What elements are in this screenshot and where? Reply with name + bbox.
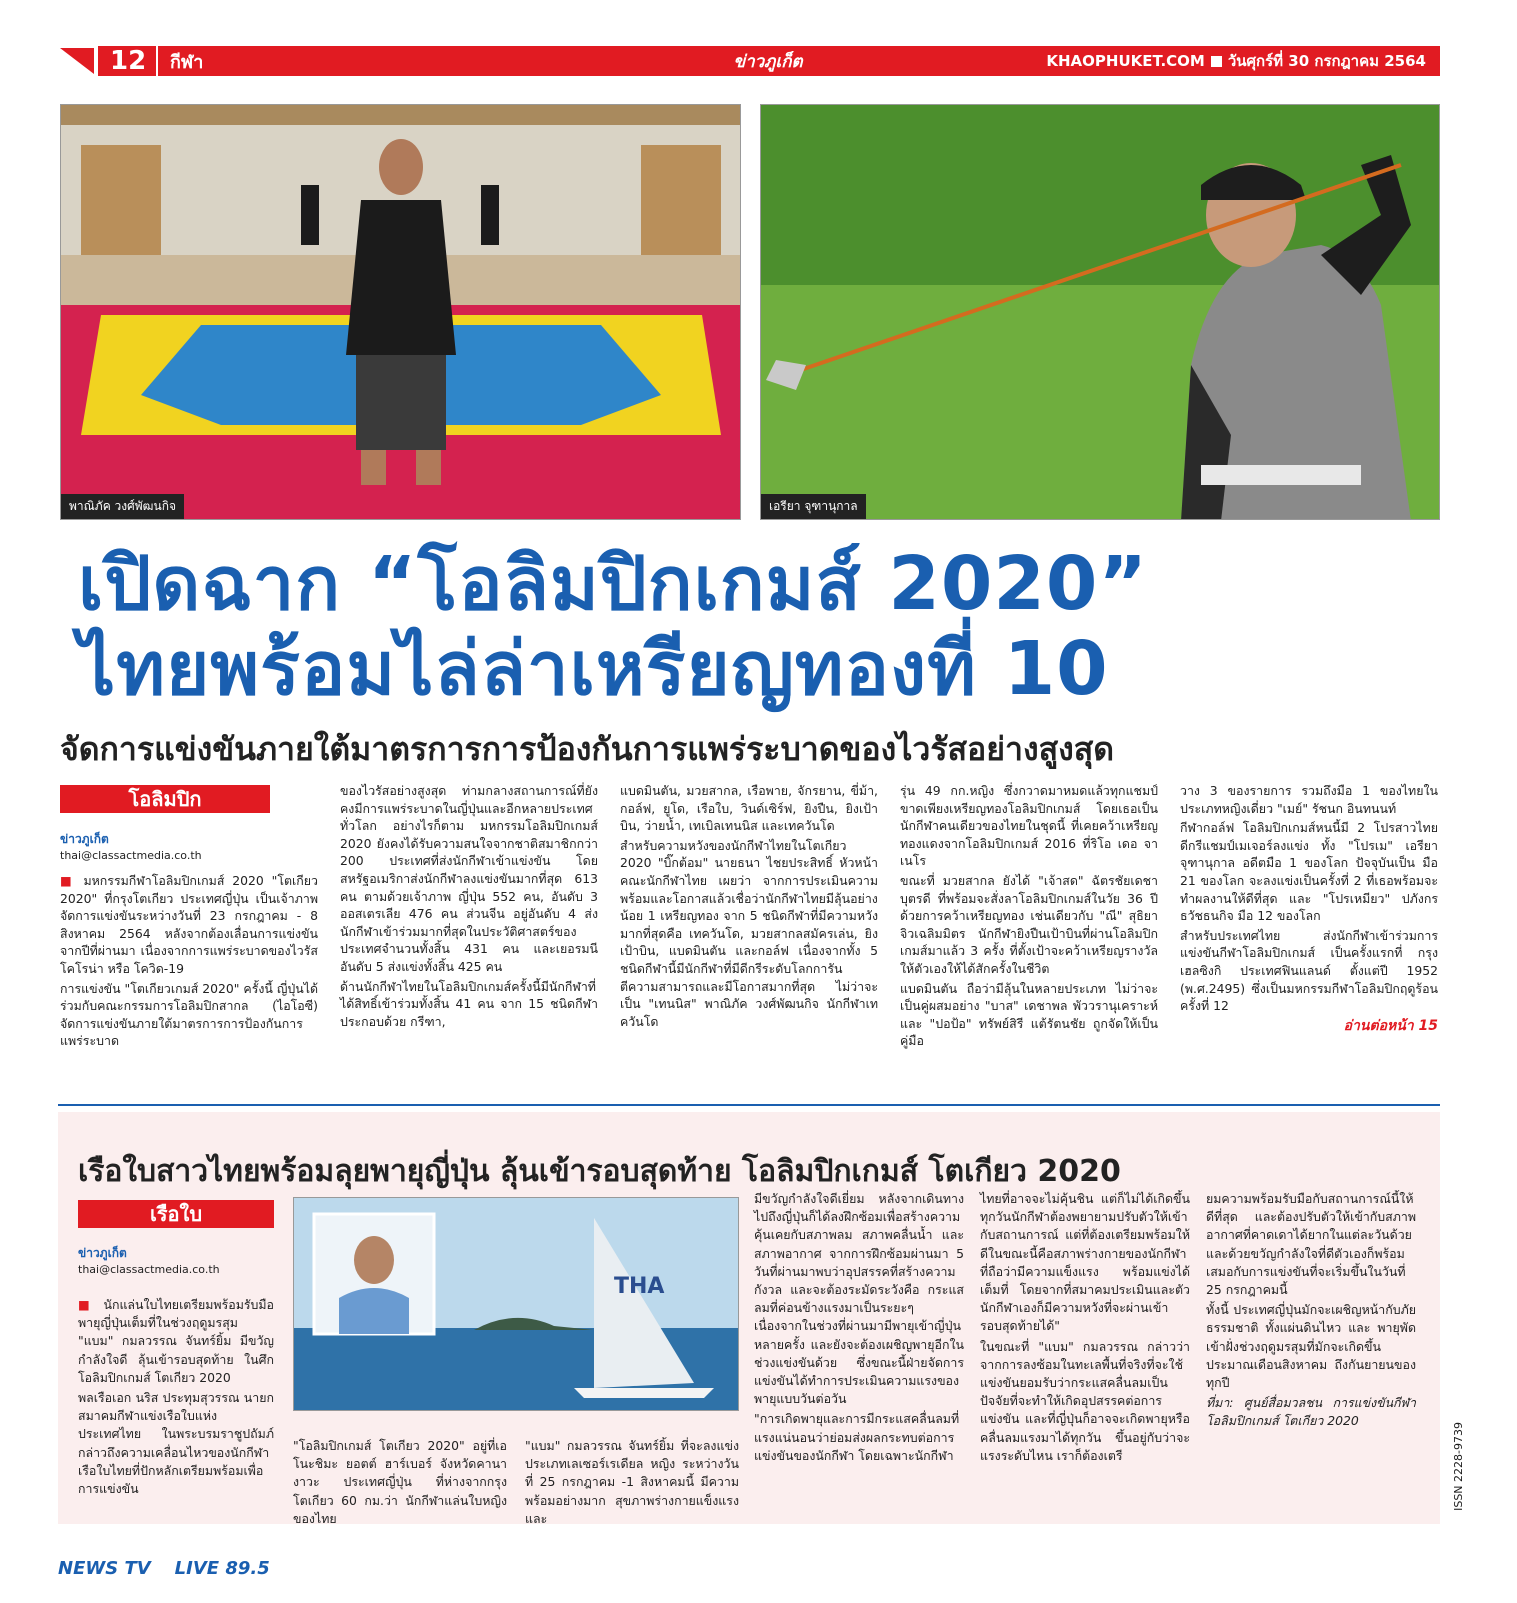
- paragraph: วาง 3 ของรายการ รวมถึงมือ 1 ของไทยในประเภทหญิงเดี่ยว "เมย์" รัชนก อินทนนท์: [1180, 783, 1438, 816]
- taekwondo-photo-image: [61, 105, 741, 520]
- paragraph: พลเรือเอก นริส ประทุมสุวรรณ นายกสมาคมกีฬาแข่งเรือใบแห่งประเทศไทย ในพระบรมราชูปถัมภ์ กล่าวถึงความเคลื่อนไหวของนักกีฬาเรือใบไทยที่ปักหลักเตรียมพร้อมเพื่อการแข่งขัน: [78, 1390, 274, 1497]
- byline: [60, 830, 202, 862]
- paragraph: "การเกิดพายุและการมีกระแสคลื่นลมที่แรงแน่นอนว่าย่อมส่งผลกระทบต่อการแข่งขันของนักกีฬา โดยเฉพาะนักกีฬา: [754, 1411, 960, 1463]
- headline-line-2: ไทยพร้อมไล่ล่าเหรียญทองที่ 10: [78, 626, 1109, 712]
- sailing-headline: เรือใบสาวไทยพร้อมลุยพายุญี่ปุ่น ลุ้นเข้ารอบสุดท้าย โอลิมปิกเกมส์ โตเกียว 2020: [78, 1154, 1121, 1189]
- paragraph: ■ นักแล่นใบไทยเตรียมพร้อมรับมือพายุญี่ปุ่นเต็มที่ในช่วงฤดูมรสุม "แบม" กมลวรรณ จันทร์ยิ้ม มีขวัญกำลังใจดี ลุ้นเข้ารอบสุดท้าย ในศึกโอลิมปิกเกมส์ โตเกียว 2020: [78, 1296, 274, 1387]
- photo-caption-right: เอรียา จุฑานุกาล: [761, 494, 866, 519]
- main-column-4: [900, 782, 1158, 1052]
- paragraph: ทั้งนี้ ประเทศญี่ปุ่นมักจะเผชิญหน้ากับภัยธรรมชาติ ทั้งแผ่นดินไหว และ พายุพัดเข้าฝั่งช่วงฤดูมรสุมที่มักจะเกิดขึ้นประมาณเดือนสิงหาคม ถึงกันยายนของทุกปี: [1206, 1302, 1416, 1391]
- main-column-5: [1180, 782, 1438, 1037]
- page-header: [58, 46, 1440, 76]
- main-column-3: [620, 782, 878, 1032]
- paragraph: สำหรับประเทศไทย ส่งนักกีฬาเข้าร่วมการแข่งขันกีฬาโอลิมปิกเกมส์ เป็นครั้งแรกที่ กรุงเฮลซิงกิ ประเทศฟินแลนด์ ตั้งแต่ปี 1952 (พ.ศ.2495) ซึ่งเป็นมหกรรมกีฬาโอลิมปิกฤดูร้อน ครั้งที่ 12: [1180, 927, 1438, 1014]
- paragraph: ในขณะที่ "แบม" กมลวรรณ กล่าวว่า จากการลงซ้อมในทะเลพื้นที่จริงที่จะใช้แข่งขันยอมรับว่ากระแสคลื่นลมเป็นปัจจัยที่จะทำให้เกิดอุปสรรคต่อการแข่งขัน และที่ญี่ปุ่นก็อาจจะเกิดพายุหรือคลื่นลมแรงมาได้ทุกวัน ขึ้นอยู่กับว่าจะแรงระดับไหน เราก็ต้องเตรี: [980, 1338, 1190, 1463]
- sailing-column-2: [293, 1437, 507, 1530]
- site-and-date: [1046, 49, 1440, 73]
- sailing-column-4: [754, 1190, 964, 1467]
- byline-email[interactable]: thai@classactmedia.co.th: [78, 1263, 220, 1276]
- issue-date: วันศุกร์ที่ 30 กรกฎาคม 2564: [1227, 52, 1426, 70]
- section-tag-olympics: โอลิมปิก: [60, 785, 270, 813]
- sailing-column-3: [525, 1437, 739, 1530]
- paragraph: ■ มหกรรมกีฬาโอลิมปิกเกมส์ 2020 "โตเกียว 2020" ที่กรุงโตเกียว ประเทศญี่ปุ่น เป็นเจ้าภาพจัดการแข่งขันระหว่างวันที่ 23 กรกฎาคม - 8 สิงหาคม 2564 หลังจากต้องเลื่อนการแข่งขันจากปีที่ผ่านมา เนื่องจากการแพร่ระบาดของไวรัสโคโรน่า หรือ โควิด-19: [60, 872, 318, 978]
- subheadline: จัดการแข่งขันภายใต้มาตรการการป้องกันการแพร่ระบาดของไวรัสอย่างสูงสุด: [60, 730, 1115, 768]
- paragraph: มีขวัญกำลังใจดีเยี่ยม หลังจากเดินทางไปถึงญี่ปุ่นก็ได้ลงฝึกซ้อมเพื่อสร้างความคุ้นเคยกับสภาพลม สภาพคลื่นน้ำ และสภาพอากาศ จากการฝึกซ้อมผ่านมา 5 วันที่ผ่านมาพบว่าอุปสรรคที่สร้างความกังวล และจะต้องระมัดระวังคือ กระแสลมที่ค่อนข้างแรงมาเป็นระยะๆ เนื่องจากในช่วงที่ผ่านมามีพายุเข้าญี่ปุ่นหลายครั้ง และยังจะต้องเผชิญพายุอีกในช่วงแข่งขันด้วย ซึ่งขณะนี้ฝ่ายจัดการแข่งขันได้ทำการประเมินความแรงของพายุแบบวันต่อวัน: [754, 1191, 964, 1407]
- photo-golf: [760, 104, 1440, 520]
- sailing-photo-image: [294, 1198, 739, 1411]
- paragraph: "แบม" กมลวรรณ จันทร์ยิ้ม ที่จะลงแข่งประเภทเลเซอร์เรเดียล หญิง ระหว่างวันที่ 25 กรกฎาคม -1 สิงหาคมนี้ มีความพร้อมอย่างมาก สุขภาพร่างกายแข็งแรงและ: [525, 1438, 739, 1526]
- paragraph: ของไวรัสอย่างสูงสุด ท่ามกลางสถานการณ์ที่ยังคงมีการแพร่ระบาดในญี่ปุ่นและอีกหลายประเทศทั่วโลก อย่างไรก็ตาม มหกรรมโอลิมปิกเกมส์ 2020 ยังคงได้รับความสนใจจากชาติสมาชิกกว่า 200 ประเทศที่ส่งนักกีฬาเข้าแข่งขัน โดยสหรัฐอเมริกาส่งนักกีฬาลงแข่งขันมากที่สุด 613 คน ตามด้วยเจ้าภาพ ญี่ปุ่น 552 คน, อันดับ 3 ออสเตรเลีย 476 คน ส่วนจีน อยู่อันดับ 4 ส่งนักกีฬาเข้าร่วมมากที่สุดในประวัติศาสตร์ของประเทศจำนวนทั้งสิ้น 431 คน และเยอรมนี อันดับ 5 ส่งแข่งทั้งสิ้น 425 คน: [340, 783, 598, 974]
- footer-logos: [58, 1558, 270, 1579]
- issn-number: ISSN 2228-9739: [1452, 1422, 1465, 1511]
- live-radio-logo[interactable]: LIVE 89.5: [174, 1558, 270, 1579]
- source-note: ที่มา: ศูนย์สื่อมวลชน การแข่งขันกีฬาโอลิมปิกเกมส์ โตเกียว 2020: [1206, 1395, 1416, 1429]
- paragraph: กีฬากอล์ฟ โอลิมปิกเกมส์หนนี้มี 2 โปรสาวไทยดีกรีแชมป์เมเจอร์ลงแข่ง ทั้ง "โปรเม" เอรียา จุฑานุกาล อดีตมือ 1 ของโลก ปัจจุบันเป็น มือ 21 ของโลก จะลงแข่งเป็นครั้งที่ 2 ที่เธอพร้อมจะทำผลงานให้ดีที่สุด และ "โปรเหมียว" ปภังกร ธวัชธนกิจ มือ 12 ของโลก: [1180, 820, 1438, 924]
- section-tag-sailing: เรือใบ: [78, 1200, 274, 1228]
- photo-sailing: [293, 1197, 739, 1411]
- square-bullet-icon: [1211, 56, 1222, 67]
- continued-link[interactable]: อ่านต่อหน้า 15: [1343, 1017, 1438, 1034]
- photo-caption-left: พาณิภัค วงศ์พัฒนกิจ: [61, 494, 184, 519]
- paragraph: "โอลิมปิกเกมส์ โตเกียว 2020" อยู่ที่เอโนะชิมะ ยอตต์ ฮาร์เบอร์ จังหวัดคานางาวะ ประเทศญี่ปุ่น ที่ห่างจากกรุงโตเกียว 60 กม.ว่า นักกีฬาแล่นใบหญิงของไทย: [293, 1438, 507, 1526]
- news-tv-logo[interactable]: NEWS TV: [58, 1558, 151, 1579]
- main-column-2: [340, 782, 598, 1032]
- section-name: กีฬา: [170, 51, 204, 73]
- paragraph: การแข่งขัน "โตเกียวเกมส์ 2020" ครั้งนี้ ญี่ปุ่นได้ร่วมกับคณะกรรมการโอลิมปิกสากล (ไอโอซี) จัดการแข่งขันภายใต้มาตรการการป้องกันการแพร่ระบาด: [60, 980, 319, 1049]
- byline-email[interactable]: thai@classactmedia.co.th: [60, 849, 202, 862]
- page-number: 12: [98, 46, 158, 76]
- byline-name: ข่าวภูเก็ต: [78, 1246, 127, 1260]
- sailing-byline: [78, 1244, 220, 1276]
- sailing-column-5: [980, 1190, 1190, 1467]
- headline-line-1: เปิดฉาก “โอลิมปิกเกมส์ 2020”: [78, 541, 1148, 627]
- paragraph: รุ่น 49 กก.หญิง ซึ่งกวาดมาหมดแล้วทุกแชมป์ ขาดเพียงเหรียญทองโอลิมปิกเกมส์ โดยเธอเป็นนักกีฬาคนเดียวของไทยในชุดนี้ ที่เคยคว้าเหรียญทองแดงจากโอลิมปิกเกมส์ 2016 ที่ริโอ เดอ จาเนโร: [900, 783, 1158, 869]
- site-url[interactable]: KHAOPHUKET.COM: [1046, 52, 1205, 70]
- sailing-column-6: [1206, 1190, 1416, 1433]
- sail-number: THA: [614, 1274, 665, 1299]
- photo-taekwondo: [60, 104, 741, 520]
- paragraph: ไทยที่อาจจะไม่คุ้นชิน แต่ก็ไม่ได้เกิดขึ้นทุกวันนักกีฬาต้องพยายามปรับตัวให้เข้ากับสถานการณ์ แต่ที่ต้องเตรียมพร้อมให้ดีในขณะนี้คือสภาพร่างกายของนักกีฬาที่ถือว่ามีความแข็งแรง พร้อมแข่งได้เต็มที่ โดยจากที่สมาคมประเมินและตัวนักกีฬาเองก็มีความหวังที่จะผ่านเข้ารอบสุดท้ายได้": [980, 1191, 1190, 1334]
- masthead-logo: ข่าวภูเก็ต: [733, 51, 803, 72]
- paragraph: แบดมินตัน, มวยสากล, เรือพาย, จักรยาน, ขี่ม้า, กอล์ฟ, ยูโด, เรือใบ, วินด์เซิร์ฟ, ยิงปืน, ยิงเป้าบิน, ว่ายน้ำ, เทเบิลเทนนิส และเทควันโด: [620, 783, 878, 834]
- sailing-column-1: [78, 1296, 274, 1500]
- paragraph: ยมความพร้อมรับมือกับสถานการณ์นี้ให้ดีที่สุด และต้องปรับตัวให้เข้ากับสภาพอากาศที่คาดเดาได้ยากในแต่ละวันด้วย และด้วยขวัญกำลังใจที่ดีตัวเองก็พร้อมเสมอกับการแข่งขันที่จะเริ่มขึ้นในวันที่ 25 กรกฎาคมนี้: [1206, 1191, 1416, 1298]
- byline-name: ข่าวภูเก็ต: [60, 832, 109, 846]
- paragraph: ด้านนักกีฬาไทยในโอลิมปิกเกมส์ครั้งนี้มีนักกีฬาที่ได้สิทธิ์เข้าร่วมทั้งสิ้น 41 คน จาก 15 ชนิดกีฬาประกอบด้วย กรีฑา,: [340, 978, 598, 1029]
- paragraph: แบดมินตัน ถือว่ามีลุ้นในหลายประเภท ไม่ว่าจะเป็นคู่ผสมอย่าง "บาส" เดชาพล พัววรานุเคราะห์ และ "ปอป้อ" ทรัพย์สิรี แต้รัตนชัย ถูกจัดให้เป็นคู่มือ: [900, 980, 1158, 1049]
- main-column-1: [60, 872, 318, 1052]
- section-divider: [58, 1104, 1440, 1106]
- paragraph: ขณะที่ มวยสากล ยังได้ "เจ้าสด" ฉัตรชัยเดชา บุตรดี ที่พร้อมจะสั่งลาโอลิมปิกเกมส์ในวัย 36 ปีด้วยการคว้าเหรียญทอง เช่นเดียวกับ "ณี" สุธิยา จิวเฉลิมมิตร นักกีฬายิงปืนเป้าบินที่ผ่านโอลิมปิกเกมส์มาแล้ว 3 ครั้ง ที่ตั้งเป้าจะคว้าเหรียญรางวัลให้ตัวเองให้ได้สักครั้งในชีวิต: [900, 872, 1158, 976]
- corner-mark-icon: [58, 46, 98, 76]
- golf-photo-image: [761, 105, 1440, 520]
- paragraph: สำหรับความหวังของนักกีฬาไทยในโตเกียว 2020 "บิ๊กต้อม" นายธนา ไชยประสิทธิ์ หัวหน้าคณะนักกีฬาไทย เผยว่า จากการประเมินความพร้อมและโอกาสแล้วเชื่อว่านักกีฬาไทยมีลุ้นอย่างน้อย 1 เหรียญทอง จาก 5 ชนิดกีฬาที่มีความหวังมากที่สุดคือ เทควันโด, มวยสากลสมัครเล่น, ยิงเป้าบิน, แบดมินตัน และกอล์ฟ เนื่องจากทั้ง 5 ชนิดกีฬานี้มีนักกีฬาที่มีดีกรีระดับโลกการันตีความสามารถและมีโอกาสมากที่สุด ไม่ว่าจะเป็น "เทนนิส" พาณิภัค วงศ์พัฒนกิจ นักกีฬาเทควันโด: [620, 837, 878, 1029]
